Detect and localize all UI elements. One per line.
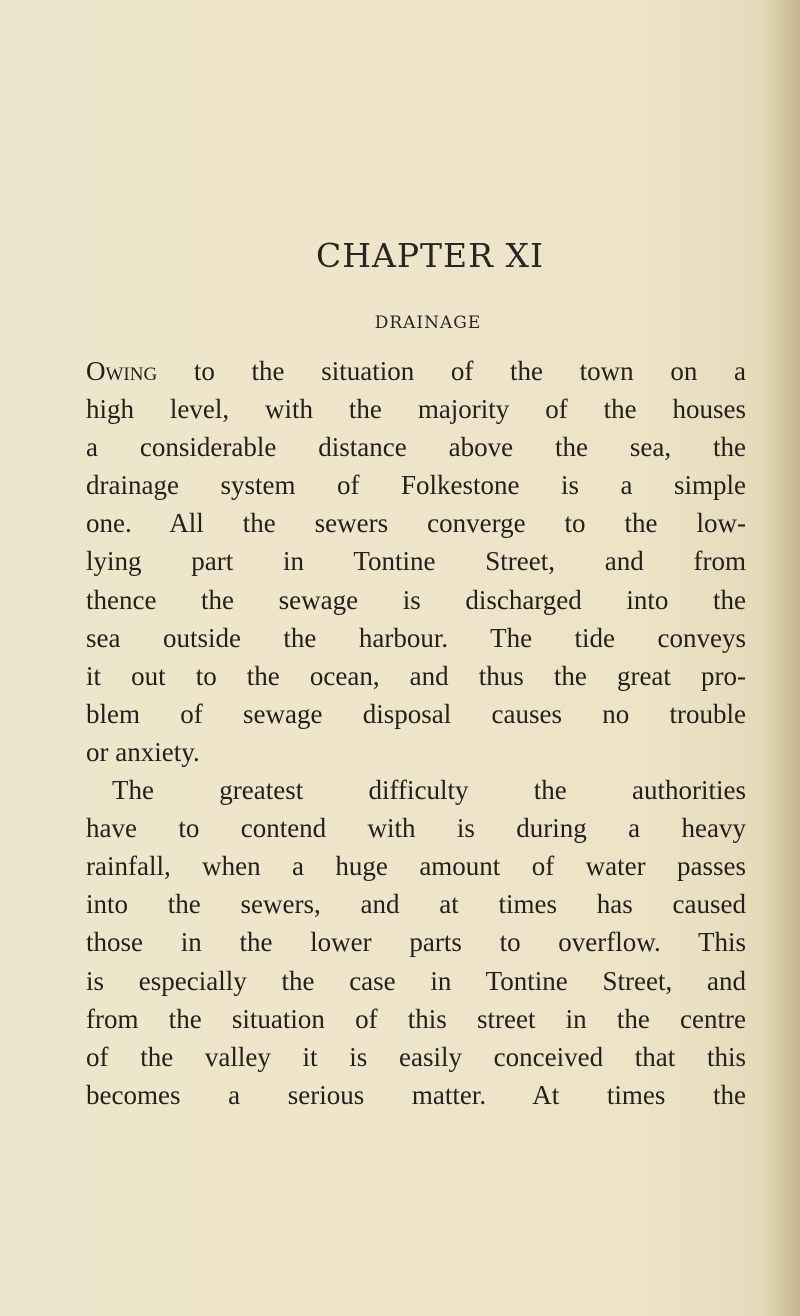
section-title: DRAINAGE <box>374 313 482 333</box>
text-line: sea outside the harbour. The tide conveys <box>86 622 746 653</box>
chapter-title: CHAPTER XI <box>315 236 545 275</box>
body-text <box>86 352 746 1114</box>
text-line: rainfall, when a huge amount of water passes <box>86 851 746 882</box>
text-line: high level, with the majority of the houses <box>86 394 746 425</box>
text-line: becomes a serious matter. At times the <box>86 1079 746 1110</box>
text-line: thence the sewage is discharged into the <box>86 584 746 615</box>
text-line: it out to the ocean, and thus the great pro- <box>86 660 746 691</box>
text-line: of the valley it is easily conceived that this <box>86 1041 746 1072</box>
lead-word: Owing <box>86 356 158 386</box>
text-line: have to contend with is during a heavy <box>86 813 746 844</box>
text-line: blem of sewage disposal causes no trouble <box>86 698 746 729</box>
text-line: The greatest difficulty the authorities <box>112 775 746 806</box>
text-line: one. All the sewers converge to the low- <box>86 508 746 539</box>
text-line: a considerable distance above the sea, the <box>86 432 746 463</box>
page-edge-shadow <box>762 0 800 1316</box>
text-line: is especially the case in Tontine Street, and <box>86 965 746 996</box>
text-line: from the situation of this street in the centre <box>86 1003 746 1034</box>
text-line: to the situation of the town on a <box>157 356 746 386</box>
text-line: those in the lower parts to overflow. This <box>86 927 746 958</box>
paragraph-1-line-1 <box>86 352 746 390</box>
text-line: into the sewers, and at times has caused <box>86 889 746 920</box>
text-line: drainage system of Folkestone is a simple <box>86 470 746 501</box>
text-line: or anxiety. <box>86 736 200 767</box>
text-line: lying part in Tontine Street, and from <box>86 546 746 577</box>
